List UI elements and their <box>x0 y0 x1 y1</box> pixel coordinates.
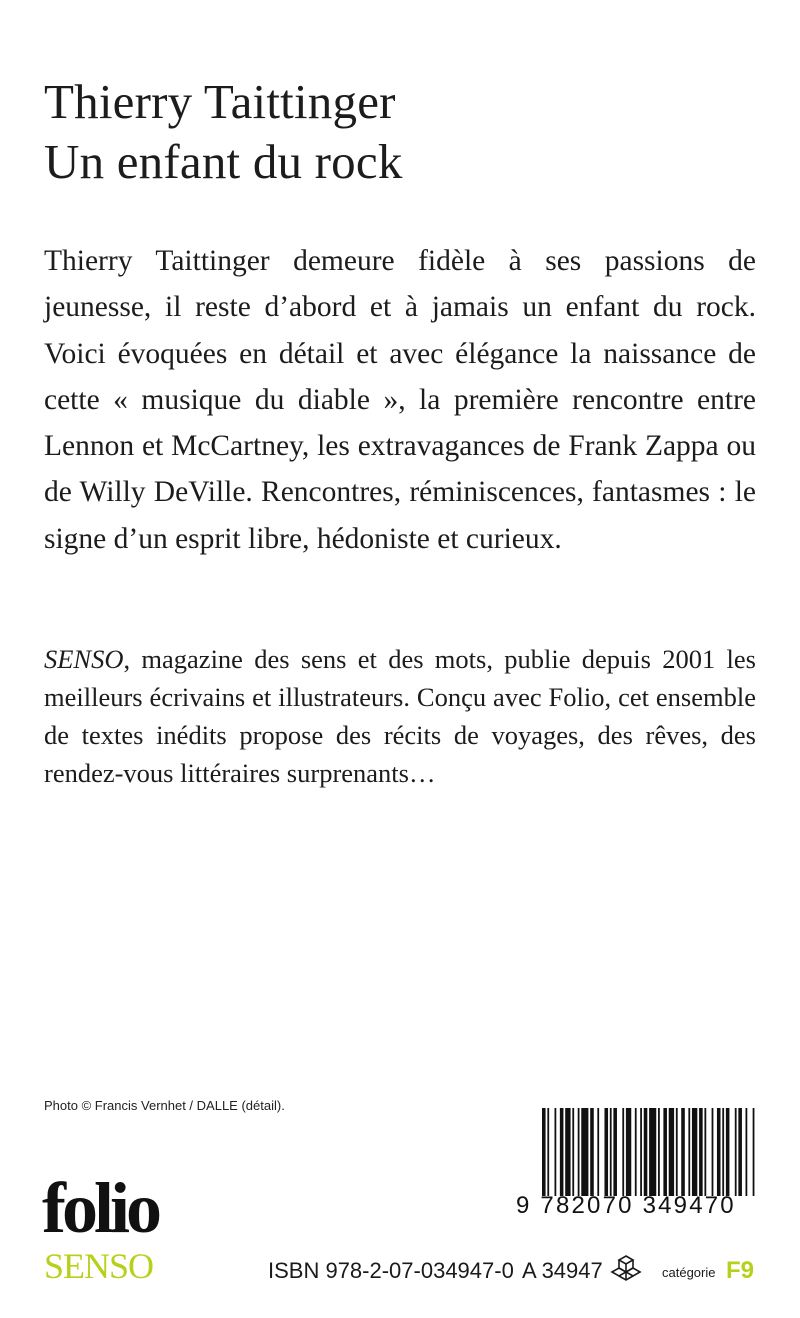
photo-credit: Photo © Francis Vernhet / DALLE (détail). <box>44 1098 285 1113</box>
author-name: Thierry Taittinger <box>44 74 396 129</box>
title-block <box>44 72 403 192</box>
summary-text: Thierry Taittinger demeure fidèle à ses passions de jeunesse, il reste d’abord et à jamais un enfant du rock. Voici évoquées en détail et avec élégance la naissance de cette « musique du diable », la première rencontre entre Lennon et McCartney, les extravagances de Frank Zappa ou de Willy DeVille. Rencontres, réminiscences, fantasmes : le signe d’un esprit libre, hédoniste et curieux. <box>44 245 756 555</box>
category-label: catégorie <box>662 1265 716 1280</box>
book-title: Un enfant du rock <box>44 134 403 189</box>
collection-note <box>44 640 756 792</box>
barcode-bars <box>542 1108 758 1196</box>
product-code: A 34947 <box>522 1258 603 1283</box>
isbn: ISBN 978-2-07-034947-0 <box>268 1258 514 1283</box>
category-value: F9 <box>726 1257 755 1284</box>
senso-logo: SENSO <box>44 1246 154 1286</box>
footer <box>0 1258 800 1288</box>
collection-note-text: , magazine des sens et des mots, publie depuis 2001 les meilleurs écrivains et illustrateurs. Conçu avec Folio, cet ensemble de textes inédits propose des récits de voyages, des rêves, des rendez-vous littéraires surprenants… <box>44 644 756 788</box>
folio-logo: folio <box>42 1168 158 1248</box>
magazine-name: SENSO <box>44 644 124 674</box>
folio-rhombus-icon <box>608 1254 644 1286</box>
barcode <box>516 1108 760 1220</box>
barcode-digits: 9 782070 349470 <box>516 1192 736 1219</box>
